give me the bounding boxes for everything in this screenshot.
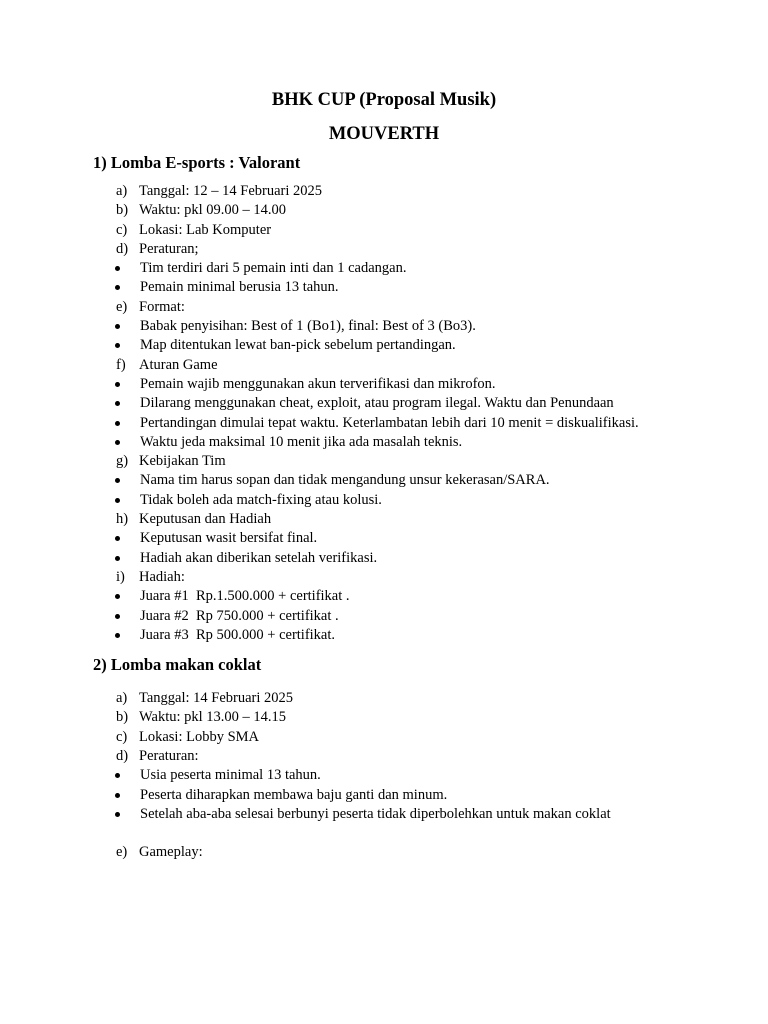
bullet-item	[93, 805, 675, 824]
bullet-list	[93, 259, 675, 298]
bullet-item	[93, 626, 675, 645]
bullet-group	[93, 259, 675, 298]
bullet-text: Waktu jeda maksimal 10 menit jika ada masalah teknis.	[140, 433, 463, 450]
bullet-dot-icon	[115, 285, 120, 290]
list-item	[93, 689, 675, 708]
list-marker: d)	[116, 748, 129, 765]
document-title: BHK CUP (Proposal Musik)	[271, 90, 497, 110]
document-subtitle: MOUVERTH	[328, 124, 440, 144]
list-item	[93, 201, 675, 220]
bullet-dot-icon	[115, 793, 120, 798]
bullet-item	[93, 259, 675, 278]
bullet-item	[93, 414, 675, 433]
bullet-dot-icon	[115, 556, 120, 561]
bullet-text: Juara #2 Rp 750.000 + certifikat .	[140, 607, 339, 624]
bullet-item	[93, 587, 675, 606]
list-item-text: Format:	[139, 298, 185, 315]
list-item-text: Waktu: pkl 09.00 – 14.00	[139, 202, 287, 219]
bullet-dot-icon	[115, 614, 120, 619]
bullet-dot-icon	[115, 440, 120, 445]
list-item	[93, 708, 675, 727]
bullet-text: Pemain wajib menggunakan akun terverifikasi dan mikrofon.	[140, 375, 496, 392]
bullet-dot-icon	[115, 478, 120, 483]
list-marker: d)	[116, 240, 129, 257]
list-item	[93, 182, 675, 201]
list-item	[93, 298, 675, 317]
bullet-dot-icon	[115, 633, 120, 638]
list-marker: b)	[116, 202, 129, 219]
bullet-dot-icon	[115, 343, 120, 348]
bullet-item	[93, 433, 675, 452]
bullet-group	[93, 471, 675, 510]
bullet-item	[93, 549, 675, 568]
list-item-text: Hadiah:	[139, 568, 185, 585]
section-item-list	[93, 182, 675, 645]
bullet-text: Hadiah akan diberikan setelah verifikasi.	[140, 549, 378, 566]
list-item	[93, 747, 675, 766]
list-marker: f)	[116, 356, 126, 373]
bullet-item	[93, 375, 675, 394]
list-item	[93, 452, 675, 471]
section-heading: 1) Lomba E-sports : Valorant	[93, 153, 301, 172]
list-item-text: Lokasi: Lobby SMA	[139, 728, 260, 745]
section-heading: 2) Lomba makan coklat	[93, 655, 262, 675]
bullet-text: Map ditentukan lewat ban-pick sebelum pertandingan.	[140, 337, 456, 354]
bullet-list	[93, 317, 675, 356]
bullet-text: Usia peserta minimal 13 tahun.	[140, 767, 321, 784]
bullet-text: Pertandingan dimulai tepat waktu. Keterlambatan lebih dari 10 menit = diskualifikasi.	[140, 414, 639, 431]
bullet-group	[93, 529, 675, 568]
list-marker: b)	[116, 709, 129, 726]
bullet-item	[93, 278, 675, 297]
bullet-list	[93, 587, 675, 645]
list-item-text: Keputusan dan Hadiah	[139, 511, 272, 528]
list-item	[93, 240, 675, 259]
bullet-dot-icon	[115, 498, 120, 503]
bullet-item	[93, 317, 675, 336]
list-marker: c)	[116, 728, 128, 745]
bullet-group	[93, 317, 675, 356]
bullet-text: Juara #3 Rp 500.000 + certifikat.	[140, 626, 336, 643]
bullet-item	[93, 394, 675, 413]
list-item	[93, 221, 675, 240]
list-item	[93, 728, 675, 747]
list-item-text: Waktu: pkl 13.00 – 14.15	[139, 709, 287, 726]
bullet-dot-icon	[115, 421, 120, 426]
bullet-text: Peserta diharapkan membawa baju ganti dan minum.	[140, 786, 448, 803]
list-item	[93, 843, 675, 862]
bullet-dot-icon	[115, 773, 120, 778]
bullet-group	[93, 375, 675, 452]
bullet-item	[93, 336, 675, 355]
bullet-item	[93, 471, 675, 490]
bullet-text: Juara #1 Rp.1.500.000 + certifikat .	[140, 588, 350, 605]
bullet-text: Tim terdiri dari 5 pemain inti dan 1 cadangan.	[140, 260, 407, 277]
list-item	[93, 510, 675, 529]
list-item	[93, 568, 675, 587]
list-item	[93, 356, 675, 375]
bullet-item	[93, 766, 675, 785]
list-marker: a)	[116, 690, 128, 707]
bullet-text: Keputusan wasit bersifat final.	[140, 530, 318, 547]
bullet-item	[93, 607, 675, 626]
list-item-text: Tanggal: 12 – 14 Februari 2025	[139, 183, 323, 199]
bullet-list	[93, 529, 675, 568]
bullet-dot-icon	[115, 382, 120, 387]
list-marker: g)	[116, 453, 129, 470]
bullet-dot-icon	[115, 401, 120, 406]
bullet-group	[93, 766, 675, 824]
list-marker: h)	[116, 511, 129, 528]
list-item-text: Kebijakan Tim	[139, 453, 226, 470]
bullet-item	[93, 786, 675, 805]
bullet-text: Dilarang menggunakan cheat, exploit, atau program ilegal. Waktu dan Penundaan	[140, 395, 614, 412]
list-item-text: Peraturan;	[139, 240, 199, 257]
list-marker: e)	[116, 844, 128, 861]
list-marker: i)	[116, 568, 125, 585]
section-item-list	[93, 689, 675, 862]
list-item-text: Peraturan:	[139, 748, 199, 765]
bullet-dot-icon	[115, 594, 120, 599]
bullet-dot-icon	[115, 812, 120, 817]
bullet-item	[93, 491, 675, 510]
list-marker: e)	[116, 298, 128, 315]
bullet-dot-icon	[115, 324, 120, 329]
bullet-dot-icon	[115, 266, 120, 271]
list-item-text: Gameplay:	[139, 844, 203, 861]
bullet-dot-icon	[115, 536, 120, 541]
bullet-item	[93, 529, 675, 548]
bullet-text: Setelah aba-aba selesai berbunyi peserta tidak diperbolehkan untuk makan coklat	[140, 805, 611, 822]
bullet-group	[93, 587, 675, 645]
list-item-text: Aturan Game	[139, 356, 218, 373]
list-marker: a)	[116, 183, 128, 199]
bullet-list	[93, 471, 675, 510]
bullet-text: Pemain minimal berusia 13 tahun.	[140, 279, 339, 296]
bullet-text: Tidak boleh ada match-fixing atau kolusi.	[140, 491, 382, 508]
bullet-text: Babak penyisihan: Best of 1 (Bo1), final: Best of 3 (Bo3).	[140, 318, 476, 335]
bullet-text: Nama tim harus sopan dan tidak mengandung unsur kekerasan/SARA.	[140, 472, 550, 489]
list-marker: c)	[116, 221, 128, 238]
bullet-list	[93, 375, 675, 452]
bullet-list	[93, 766, 675, 824]
list-item-text: Tanggal: 14 Februari 2025	[139, 690, 294, 707]
list-item-text: Lokasi: Lab Komputer	[139, 221, 272, 238]
